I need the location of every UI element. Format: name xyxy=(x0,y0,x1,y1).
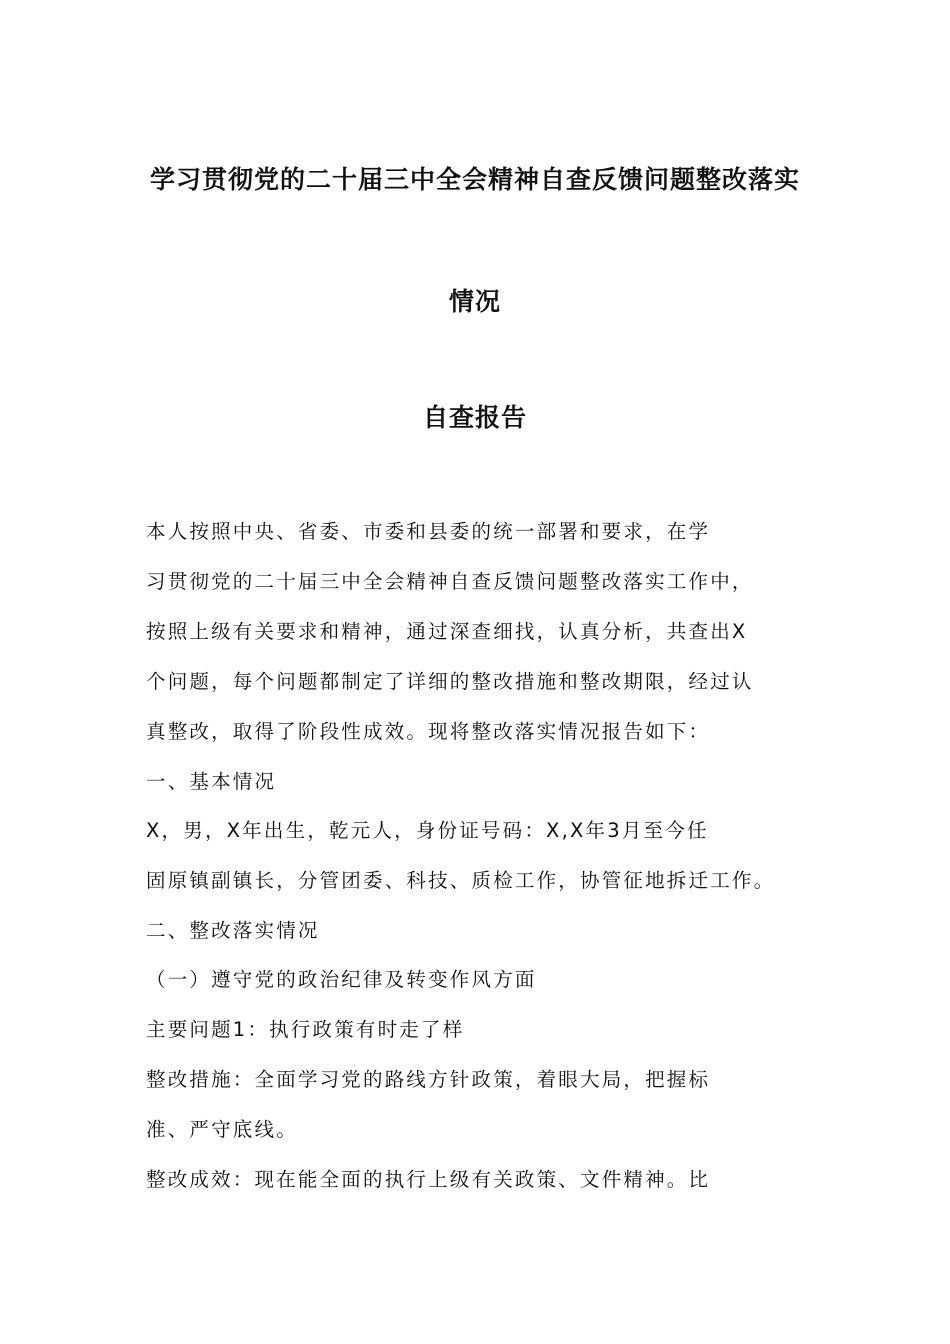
body-line: 整改措施：全面学习党的路线方针政策，着眼大局，把握标 xyxy=(146,1068,711,1091)
body-line: 个问题，每个问题都制定了详细的整改措施和整改期限，经过认 xyxy=(146,670,754,693)
section-heading: 二、整改落实情况 xyxy=(146,919,320,942)
section-heading: 一、基本情况 xyxy=(146,770,277,793)
body-line: 习贯彻党的二十届三中全会精神自查反馈问题整改落实工作中， xyxy=(146,570,754,593)
body-line: 整改成效：现在能全面的执行上级有关政策、文件精神。比 xyxy=(146,1168,711,1191)
body-line: 本人按照中央、省委、市委和县委的统一部署和要求，在学 xyxy=(146,520,711,543)
document-title-line-2: 情况 xyxy=(448,287,501,316)
document-title-line-1: 学习贯彻党的二十届三中全会精神自查反馈问题整改落实 xyxy=(149,165,800,194)
body-line: 准、严守底线。 xyxy=(146,1118,298,1141)
body-line: 固原镇副镇长，分管团委、科技、质检工作，协管征地拆迁工作。 xyxy=(146,869,776,892)
body-line: 主要问题1：执行政策有时走了样 xyxy=(146,1018,465,1041)
subsection-heading: （一）遵守党的政治纪律及转变作风方面 xyxy=(146,968,537,991)
body-line: 真整改，取得了阶段性成效。现将整改落实情况报告如下： xyxy=(146,720,711,743)
document-subtitle: 自查报告 xyxy=(422,403,527,432)
body-line: 按照上级有关要求和精神，通过深查细找，认真分析，共查出X xyxy=(146,620,748,643)
body-line: X，男，X年出生，乾元人，身份证号码：X,X年3月至今任 xyxy=(146,819,709,842)
